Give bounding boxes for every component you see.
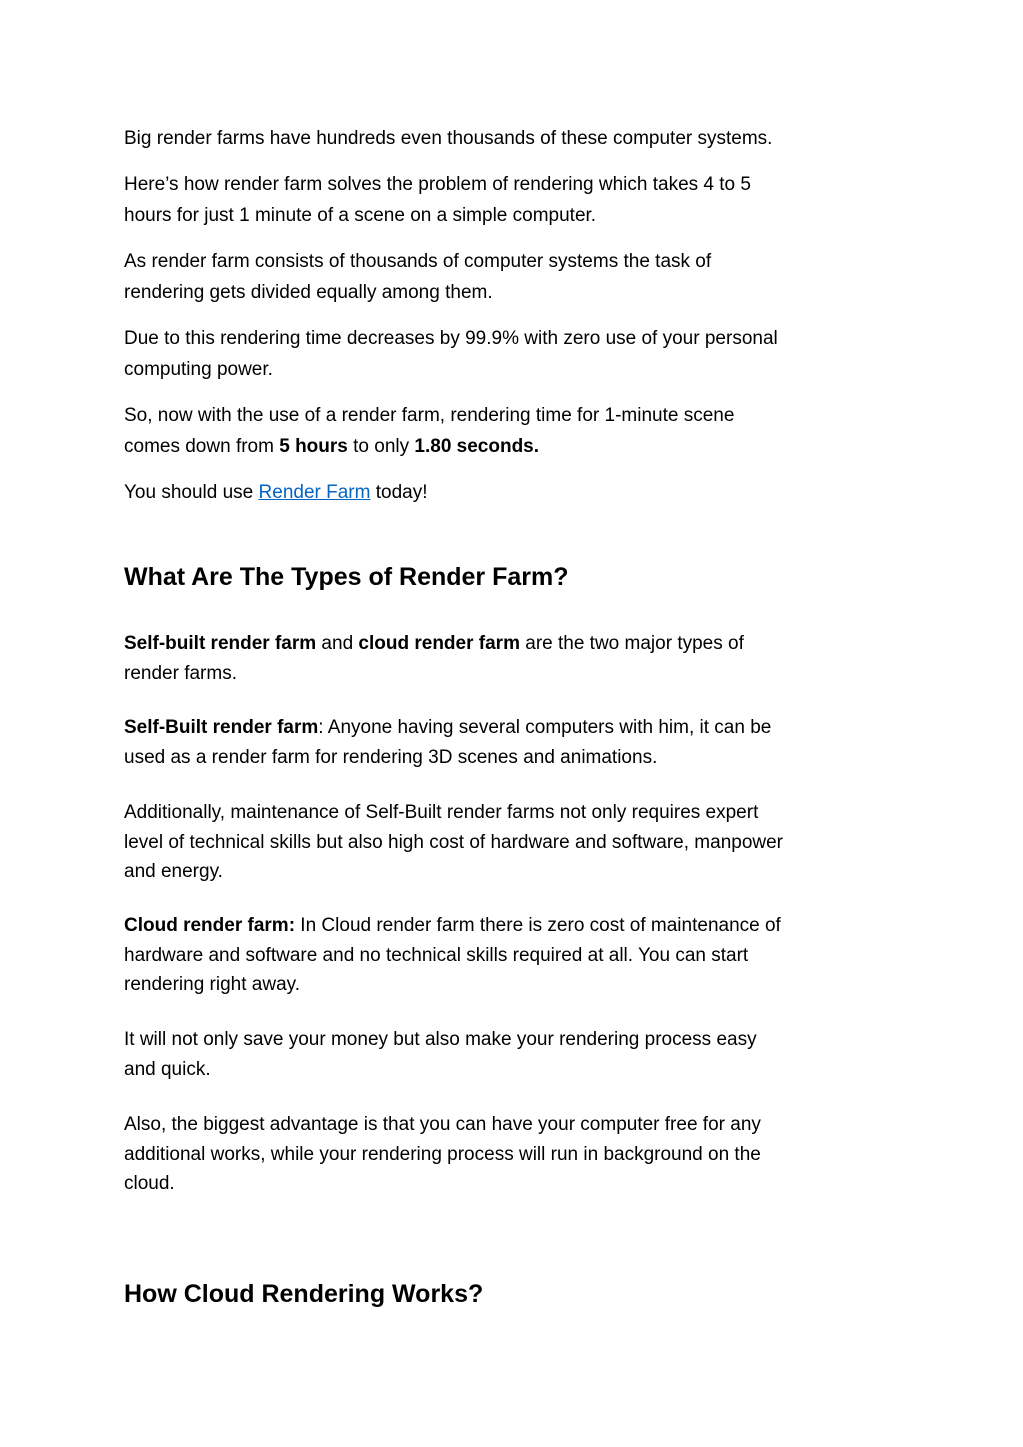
seconds-emphasis: 1.80 seconds.	[414, 436, 540, 457]
paragraph-call-to-action: You should use Render Farm today!	[124, 482, 428, 503]
paragraph-render-farm-solution: Here’s how render farm solves the problem of rendering which takes 4 to 5 hours for just 1 minute of a scene on a simple computer.	[124, 174, 751, 226]
paragraph-render-farm-size: Big render farms have hundreds even thousands of these computer systems.	[124, 128, 773, 149]
paragraph-task-division: As render farm consists of thousands of computer systems the task of rendering gets divided equally among them.	[124, 251, 712, 303]
paragraph-cloud-render-farm: Cloud render farm: In Cloud render farm there is zero cost of maintenance of hardware and software and no technical skills required at all. You can start rendering right away.	[124, 915, 781, 995]
heading-types-of-render-farm: What Are The Types of Render Farm?	[124, 563, 569, 591]
paragraph-maintenance: Additionally, maintenance of Self-Built render farms not only requires expert level of technical skills but also high cost of hardware and software, manpower and energy.	[124, 802, 784, 882]
render-farm-link[interactable]: Render Farm	[258, 482, 371, 503]
paragraph-two-types: Self-built render farm and cloud render farm are the two major types of render farms.	[124, 633, 744, 684]
paragraph-time-decrease: Due to this rendering time decreases by 99.9% with zero use of your personal computing power.	[124, 328, 778, 380]
five-hours-emphasis: 5 hours	[279, 436, 348, 457]
paragraph-save-money: It will not only save your money but also make your rendering process easy and quick.	[124, 1029, 757, 1080]
paragraph-biggest-advantage: Also, the biggest advantage is that you can have your computer free for any additional works, while your rendering process will run in background on the cloud.	[124, 1114, 761, 1194]
heading-how-cloud-rendering-works: How Cloud Rendering Works?	[124, 1280, 484, 1308]
paragraph-self-built-farm: Self-Built render farm: Anyone having several computers with him, it can be used as a render farm for rendering 3D scenes and animations.	[124, 717, 772, 768]
paragraph-rendering-time-comparison: So, now with the use of a render farm, rendering time for 1-minute scene comes down from 5 hours to only 1.80 seconds.	[124, 405, 735, 457]
